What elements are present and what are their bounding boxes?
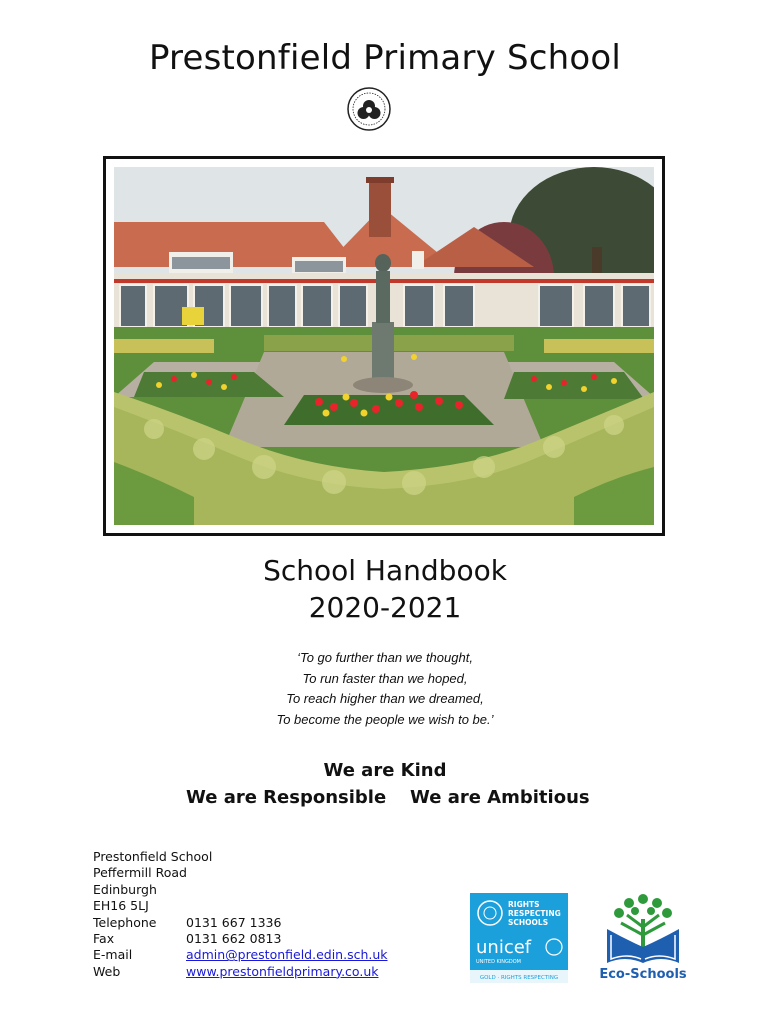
motto-line: To become the people we wish to be.’ <box>276 711 494 727</box>
school-garden-photo <box>114 167 654 525</box>
unicef-wordmark: unicef <box>476 937 532 958</box>
fax-label: Fax <box>93 930 115 946</box>
handbook-year: 2020-2021 <box>308 591 462 624</box>
motto-line: To run faster than we hoped, <box>302 670 468 686</box>
document-title: Prestonfield Primary School <box>148 38 622 78</box>
unicef-country: UNITED KINGDOM <box>476 959 521 965</box>
eco-schools-label: Eco-Schools <box>599 967 687 981</box>
web-label: Web <box>93 963 121 979</box>
contact-block <box>93 849 388 980</box>
rrs-level: GOLD · RIGHTS RESPECTING <box>479 975 559 981</box>
email-label: E-mail <box>93 947 133 963</box>
cover-photo-frame <box>103 156 665 536</box>
rrs-line3: SCHOOLS <box>508 918 549 927</box>
school-name: Prestonfield School <box>93 849 213 864</box>
city: Edinburgh <box>93 881 157 897</box>
email-link[interactable]: admin@prestonfield.edin.sch.uk <box>186 947 388 963</box>
school-crest-icon <box>346 86 392 132</box>
website-link[interactable]: www.prestonfieldprimary.co.uk <box>186 963 379 979</box>
postcode: EH16 5LJ <box>93 898 149 914</box>
fax-value: 0131 662 0813 <box>186 930 282 946</box>
eco-schools-logo <box>597 889 689 981</box>
handbook-title: School Handbook <box>263 554 507 587</box>
motto-line: To reach higher than we dreamed, <box>286 691 484 706</box>
value-kind: We are Kind <box>323 760 447 781</box>
telephone-label: Telephone <box>93 914 157 930</box>
value-ambitious: We are Ambitious <box>410 787 590 808</box>
rights-respecting-schools-badge <box>470 893 568 983</box>
school-motto <box>0 648 770 730</box>
value-responsible: We are Responsible <box>186 787 387 808</box>
street-address: Peffermill Road <box>93 865 187 881</box>
motto-line: ‘To go further than we thought, <box>297 650 473 665</box>
rrs-line1: RIGHTS <box>508 900 540 909</box>
rrs-line2: RESPECTING <box>508 909 561 918</box>
telephone-value: 0131 667 1336 <box>186 914 282 930</box>
